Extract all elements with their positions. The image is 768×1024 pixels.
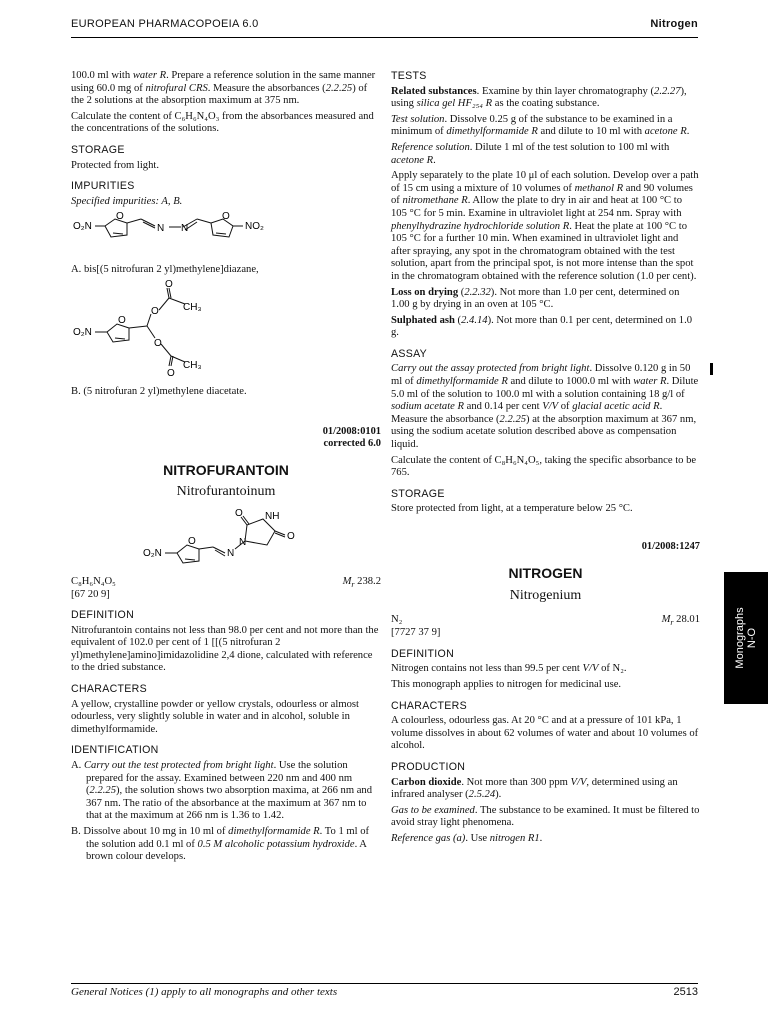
- identification-a: A. Carry out the test protected from bright light. Use the solution prepared for the assay. Examined between 220 nm and 400 nm (2.2.25), the solution shows two absorption maxima, at 266 nm and 367 nm. The ratio of the absorbance at the maximum at 367 nm to that at the maximum at 266 nm is 1.36 to 1.42.: [71, 760, 373, 822]
- impurity-a-name: A. bis[(5 nitrofuran 2 yl)methylene]diazane,: [71, 263, 259, 275]
- ch3-label-2: CH₃: [183, 359, 202, 371]
- identification-b: B. Dissolve about 10 mg in 10 ml of dimethylformamide R. To 1 ml of the solution add 0.1 ml of 0.5 M alcoholic potassium hydroxide. A brown colour develops.: [71, 826, 370, 863]
- change-marker: [710, 363, 713, 375]
- ch3-label-1: CH₃: [183, 301, 202, 313]
- carbon-dioxide-test: Carbon dioxide. Not more than 300 ppm V/V, determined using an infrared analyser (2.5.24).: [391, 776, 678, 801]
- definition-heading: DEFINITION: [71, 609, 135, 622]
- gas-to-be-examined: Gas to be examined. The substance to be examined. It must be filtered to avoid stray light phenomena.: [391, 804, 700, 829]
- impurity-b-structure: [71, 280, 381, 378]
- n-label-1: N: [157, 223, 165, 235]
- nitrogen-molecular-mass: $M_r$ 28.01: [661, 614, 700, 628]
- molecular-formula: C₈H₆N₄O₅: [71, 575, 116, 587]
- carbonyl-o-label-right: O: [287, 530, 295, 542]
- monograph-latin-name: Nitrofurantoinum: [176, 484, 276, 500]
- ring-o-label-b: O: [118, 314, 126, 326]
- nitrogen-definition-heading: DEFINITION: [391, 647, 455, 660]
- imine-n-label: N: [227, 547, 235, 559]
- carbonyl-o-label-1: O: [165, 279, 173, 290]
- header-book-title: EUROPEAN PHARMACOPOEIA 6.0: [71, 18, 259, 30]
- tests-heading: TESTS: [391, 70, 427, 82]
- impurity-b-name: B. (5 nitrofuran 2 yl)methylene diacetate.: [71, 386, 247, 398]
- characters-text: A yellow, crystalline powder or yellow crystals, odourless or almost odourless, very slightly soluble in water and in alcohol, soluble in dimethylformamide.: [71, 698, 359, 735]
- page-number: 2513: [673, 986, 698, 998]
- ring-o-label-1: O: [116, 211, 124, 223]
- assay-heading: ASSAY: [391, 347, 428, 360]
- nitrogen-cas-number: [7727 37 9]: [391, 627, 441, 639]
- storage-text-right: Store protected from light, at a temperature below 25 °C.: [391, 503, 633, 515]
- reference-gas-a: Reference gas (a). Use nitrogen R1.: [391, 832, 543, 844]
- specified-impurities: Specified impurities: A, B.: [71, 195, 183, 207]
- assay-text: Carry out the assay protected from bright light. Dissolve 0.120 g in 50 ml of dimethylformamide R and dilute to 1000.0 ml with water R. Dilute 5.0 ml of the solution to 100.0 ml with a solution containing 18 g/l of sodium acetate R and 0.14 per cent V/V of glacial acetic acid R. Measure the absorbance (2.2.25) at the absorption maximum at 367 nm, using the sodium acetate solution described above as compensation liquid.: [391, 363, 699, 451]
- nitrofurantoin-structure: [71, 507, 381, 571]
- nitrogen-characters-heading: CHARACTERS: [391, 699, 467, 712]
- characters-heading: CHARACTERS: [71, 683, 147, 696]
- nitrogen-formula: N₂: [391, 614, 403, 626]
- intro-paragraph: 100.0 ml with water R. Prepare a reference solution in the same manner using 60.0 mg of nitrofural CRS. Measure the absorbances (2.2.25) of the 2 solutions at the absorption maximum at 375 nm.: [71, 70, 376, 107]
- sulphated-ash: Sulphated ash (2.4.14). Not more than 0.1 per cent, determined on 1.0 g.: [391, 314, 693, 339]
- side-tab-range: N-O: [746, 627, 758, 649]
- page-header: [71, 18, 698, 38]
- assay-calculation: Calculate the content of C₈H₆N₄O₅, taking the specific absorbance to be 765.: [391, 454, 697, 479]
- nitrogen-monograph-reference: 01/2008:1247: [641, 541, 700, 552]
- loss-on-drying: Loss on drying (2.2.32). Not more than 1.0 per cent, determined on 1.00 g by drying in an oven at 105 °C.: [391, 286, 680, 311]
- molecular-mass: $M_r$ 238.2: [342, 575, 381, 589]
- monographs-side-tab: [724, 572, 768, 704]
- impurities-heading: IMPURITIES: [71, 180, 135, 193]
- footer-rule: [71, 983, 698, 984]
- reference-solution: Reference solution. Dilute 1 ml of the test solution to 100 ml with acetone R.: [391, 141, 670, 166]
- monograph-reference: 01/2008:0101: [322, 425, 381, 437]
- test-solution: Test solution. Dissolve 0.25 g of the substance to be examined in a minimum of dimethylformamide R and dilute to 10 ml with acetone R.: [391, 113, 690, 138]
- ester-o-label-2: O: [154, 337, 162, 349]
- no2-label-b: O₂N: [73, 326, 92, 338]
- storage-text: Protected from light.: [71, 159, 159, 171]
- monograph-title-nitrogen: NITROGEN: [508, 565, 583, 581]
- nitrogen-characters: A colourless, odourless gas. At 20 °C and at a pressure of 101 kPa, 1 volume dissolves in about 62 volumes of water and about 10 volumes of alcohol.: [391, 715, 699, 752]
- no2-label-nf: O₂N: [143, 547, 162, 559]
- no2-label-left: O₂N: [73, 221, 92, 233]
- nitrofurantoin-formula-row: [71, 576, 381, 602]
- carbonyl-o-label-2: O: [167, 367, 175, 378]
- left-column: [71, 70, 381, 867]
- nitrogen-definition: Nitrogen contains not less than 99.5 per cent V/V of N₂.: [391, 663, 627, 675]
- cas-number: [67 20 9]: [71, 588, 110, 600]
- side-tab-label: Monographs: [734, 607, 746, 669]
- production-heading: PRODUCTION: [391, 760, 466, 773]
- definition-text: Nitrofurantoin contains not less than 98.0 per cent and not more than the equivalent of 102.0 per cent of 1 [[(5 nitrofuran 2 yl)methylene]amino]imidazolidine 2,4 dione, calculated with reference to the dried substance.: [71, 624, 379, 674]
- ring-o-label-2: O: [222, 211, 230, 223]
- monograph-title-nitrofurantoin: NITROFURANTOIN: [163, 461, 289, 478]
- monograph-correction: corrected 6.0: [323, 437, 381, 449]
- nitrogen-latin-name: Nitrogenium: [509, 587, 582, 603]
- ester-o-label-1: O: [151, 305, 159, 317]
- carbonyl-o-label-top: O: [235, 507, 243, 519]
- chromatography-procedure: Apply separately to the plate 10 μl of each solution. Develop over a path of 15 cm using a mixture of 10 volumes of methanol R and 90 volumes of nitromethane R. Allow the plate to dry in air and heat at 100 °C to 105 °C for 5 min. Examine in ultraviolet light at 254 nm. Spray with phenylhydrazine hydrochloride solution R. Heat the plate at 100 °C to 105 °C for a further 10 min. When examined in ultraviolet light and after spraying, any spot in the chromatogram obtained with the test solution, apart from the principal spot, is not more intense than the spot in the chromatogram obtained with the reference solution (1.0 per cent).: [391, 170, 699, 282]
- no2-label-right: NO₂: [245, 221, 264, 233]
- header-rule: [71, 37, 698, 38]
- ring-o-label-nf: O: [188, 535, 196, 547]
- storage-heading: STORAGE: [71, 143, 125, 156]
- related-substances: Related substances. Examine by thin layer chromatography (2.2.27), using silica gel HF₂₅₄ R as the coating substance.: [391, 85, 687, 110]
- ring-n-label: N: [239, 536, 247, 548]
- calculation-paragraph: Calculate the content of C₆H₆N₄O₃ from the absorbances measured and the concentrations of the solutions.: [71, 110, 374, 135]
- footer-notice: General Notices (1) apply to all monographs and other texts: [71, 986, 338, 998]
- right-column: [391, 70, 700, 849]
- identification-heading: IDENTIFICATION: [71, 744, 159, 757]
- impurity-a-structure: [71, 211, 381, 255]
- nh-label: NH: [265, 510, 280, 522]
- header-monograph-name: Nitrogen: [650, 18, 698, 30]
- nitrogen-scope: This monograph applies to nitrogen for medicinal use.: [391, 678, 622, 690]
- n-label-2: N: [181, 223, 189, 235]
- storage-heading-right: STORAGE: [391, 487, 445, 500]
- nitrogen-formula-row: [391, 614, 700, 640]
